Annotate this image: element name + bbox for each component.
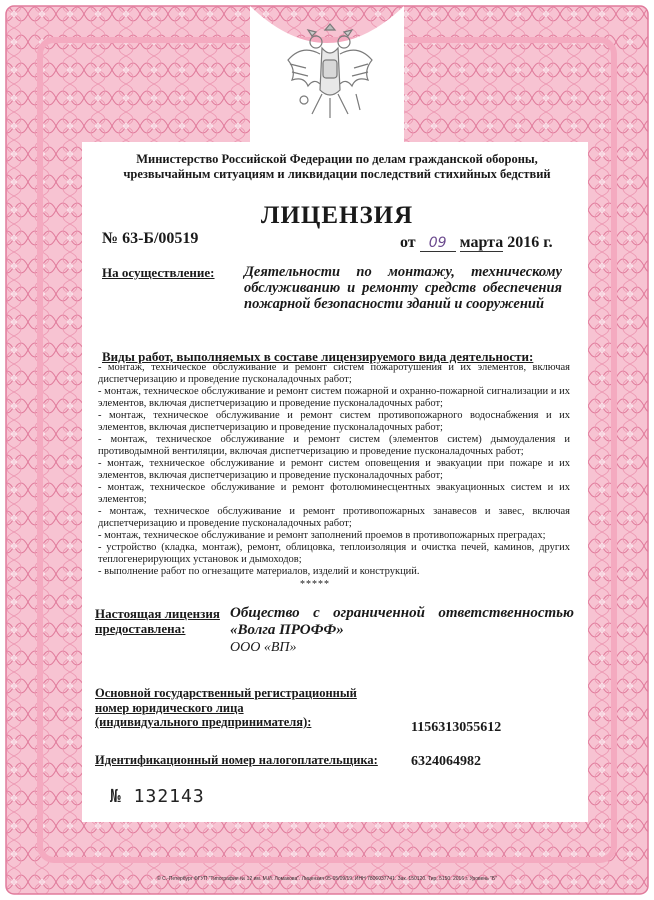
inn-value: 6324064982 [411, 754, 481, 769]
inn-label: Идентификационный номер налогоплательщика: [95, 753, 378, 767]
purpose-text: Деятельности по монтажу, техническому обслуживанию и ремонту средств обеспечения пожарной безопасности зданий и сооружений [244, 264, 562, 312]
list-item: - устройство (кладка, монтаж), ремонт, облицовка, теплоизоляция и очистка печей, каминов, других теплогенерирующих установок и дымоходов; [98, 542, 570, 565]
license-number: № 63-Б/00519 [102, 230, 199, 247]
ogrn-label-line-3: (индивидуального предпринимателя): [95, 715, 312, 729]
list-item: - монтаж, техническое обслуживание и ремонт противопожарных занавесов и завес, включая диспетчеризацию и проведение пусконаладочных работ; [98, 506, 570, 529]
list-item: - монтаж, техническое обслуживание и ремонт заполнений проемов в противопожарных преградах; [98, 530, 546, 541]
eagle-emblem-icon [282, 14, 378, 130]
list-item: - монтаж, техническое обслуживание и ремонт систем (элементов систем) дымоудаления и противодымной вентиляции, включая диспетчеризацию и проведение пусконаладочных работ; [98, 434, 570, 457]
list-item: - выполнение работ по огнезащите материалов, изделий и конструкций. [98, 566, 420, 577]
purpose-label: На осуществление: [102, 265, 215, 280]
works-header: Виды работ, выполняемых в составе лицензируемого вида деятельности: [102, 349, 534, 364]
organization-short-name: ООО «ВП» [230, 640, 297, 655]
granted-label-line-2: предоставлена: [95, 621, 186, 636]
ogrn-label [95, 686, 385, 730]
date-prefix: от [400, 234, 416, 251]
date-day: 09 [420, 235, 456, 252]
ministry-line-2: чрезвычайным ситуациям и ликвидации последствий стихийных бедствий [123, 167, 551, 181]
ogrn-label-line-2: номер юридического лица [95, 700, 244, 715]
list-item: - монтаж, техническое обслуживание и ремонт систем оповещения и эвакуации при пожаре и их элементов, включая диспетчеризацию и проведение пусконаладочных работ; [98, 458, 570, 481]
blank-serial-number: № 132143 [110, 786, 205, 807]
list-item: - монтаж, техническое обслуживание и ремонт систем противопожарного водоснабжения и их элементов, включая диспетчеризацию и проведение пусконаладочных работ; [98, 410, 570, 433]
license-date [400, 234, 553, 252]
list-item: - монтаж, техническое обслуживание и ремонт систем пожарной и охранно-пожарной сигнализации и их элементов, включая диспетчеризацию и проведение пусконаладочных работ; [98, 386, 570, 409]
granted-label [95, 606, 220, 636]
ogrn-label-line-1: Основной государственный регистрационный [95, 686, 357, 700]
works-list [98, 362, 570, 578]
ogrn-value: 1156313055612 [411, 720, 502, 735]
ministry-line-1: Министерство Российской Федерации по делам гражданской обороны, [136, 152, 538, 166]
ministry-name [88, 152, 586, 182]
list-item: - монтаж, техническое обслуживание и ремонт фотолюминесцентных эвакуационных систем и их элементов; [98, 482, 570, 505]
organization-name: Общество с ограниченной ответственностью «Волга ПРОФФ» [230, 605, 574, 638]
date-month: марта [459, 234, 504, 251]
granted-label-line-1: Настоящая лицензия [95, 606, 220, 621]
list-item: - монтаж, техническое обслуживание и ремонт систем пожаротушения и их элементов, включая диспетчеризацию и проведение пусконаладочных работ; [98, 362, 570, 385]
date-year: 2016 г. [507, 234, 553, 251]
printer-footer: © С.-Петербург ФГУП "Типография № 12 им. М.И. Ломакова". Лицензия 05-05/09/19. ИНН 7806037741. Зак. 150120. Тир. 5150. 2016 г. Уровень "Б" [157, 876, 497, 882]
document-title: ЛИЦЕНЗИЯ [260, 202, 414, 229]
stars-divider: ***** [300, 579, 330, 590]
